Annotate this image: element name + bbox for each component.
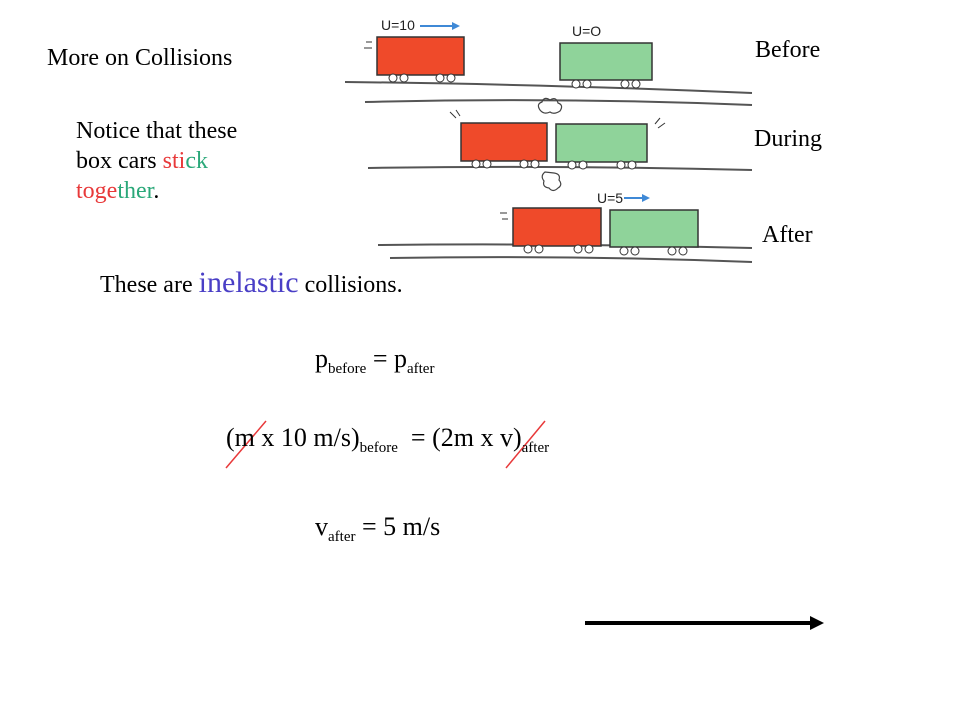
after-green-car	[610, 210, 698, 255]
after-red-car	[500, 208, 601, 253]
direction-arrow-icon	[810, 616, 824, 630]
notice-line-2: box cars stick	[76, 148, 208, 174]
before-rest-label: U=O	[572, 23, 602, 39]
before-red-car	[364, 37, 464, 82]
stage-label-before: Before	[755, 37, 821, 63]
stage-label-after: After	[762, 222, 813, 248]
notice-text	[76, 116, 237, 206]
after-velocity-label: U=5	[597, 190, 624, 206]
momentum-equation: $p_{before} = p_{after}$	[315, 344, 435, 377]
stage-label-during: During	[754, 126, 822, 152]
inelastic-statement: These are inelastic collisions.	[100, 266, 403, 299]
notice-line-1: Notice that these	[76, 118, 238, 144]
notice-line-3: together.	[76, 178, 160, 204]
before-green-car	[560, 43, 652, 88]
during-green-car	[556, 118, 665, 169]
before-velocity-label: U=10	[381, 17, 415, 33]
during-red-car	[450, 110, 547, 168]
substitution-equation: (m x 10 $m/s)_{before} = (2m$ x $v)_{after}$	[226, 423, 550, 456]
result-equation: $v_{after} = 5$ m/s	[315, 512, 441, 545]
slide-title: More on Collisions	[47, 45, 233, 71]
inelastic-keyword: inelastic	[198, 266, 299, 299]
